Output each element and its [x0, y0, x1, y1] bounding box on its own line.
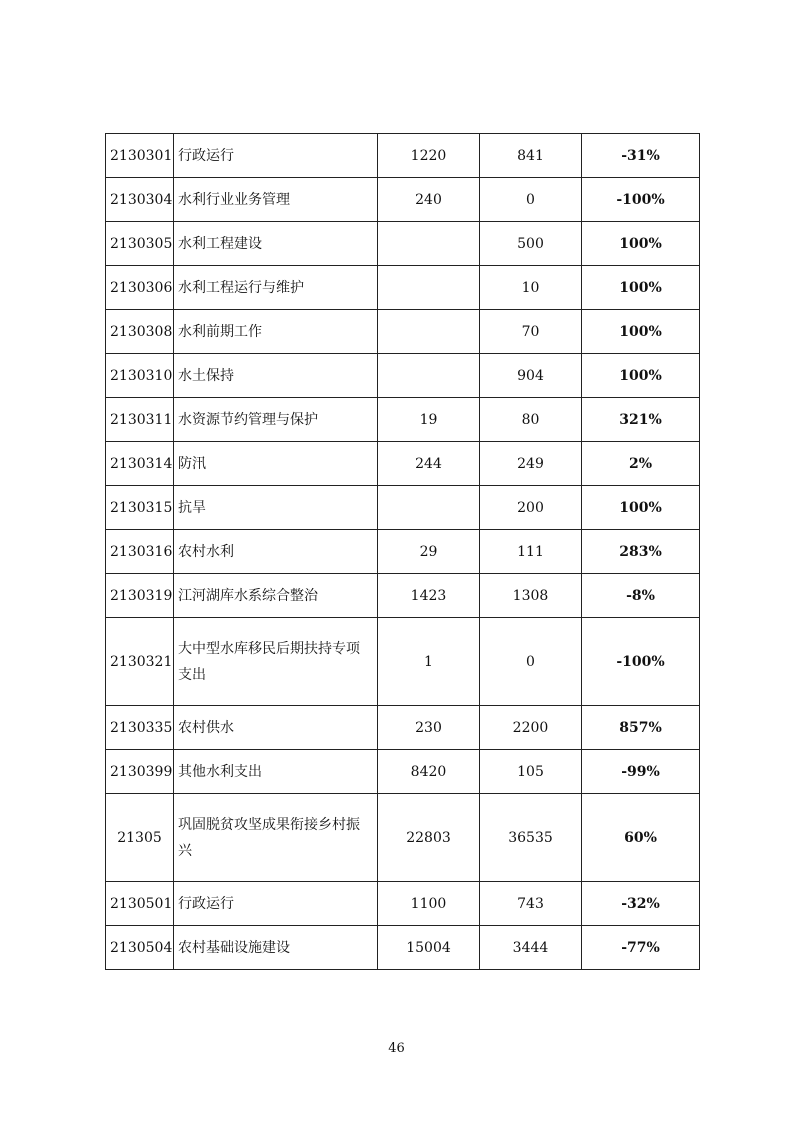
table-row: [106, 266, 700, 310]
prior-value: 244: [378, 442, 480, 486]
change-percent: 321%: [582, 398, 700, 442]
current-value: 0: [480, 618, 582, 706]
change-percent: -77%: [582, 926, 700, 970]
item-name: 巩固脱贫攻坚成果衔接乡村振兴: [174, 794, 378, 882]
item-name: 抗旱: [174, 486, 378, 530]
prior-value: 1: [378, 618, 480, 706]
item-name: 水利前期工作: [174, 310, 378, 354]
item-code: 2130399: [106, 750, 174, 794]
table-row: [106, 398, 700, 442]
current-value: 841: [480, 134, 582, 178]
item-name: 农村水利: [174, 530, 378, 574]
change-percent: 100%: [582, 222, 700, 266]
item-name: 水土保持: [174, 354, 378, 398]
item-code: 2130304: [106, 178, 174, 222]
table-row: [106, 794, 700, 882]
item-code: 2130311: [106, 398, 174, 442]
item-name: 农村基础设施建设: [174, 926, 378, 970]
item-name: 水利工程运行与维护: [174, 266, 378, 310]
item-name: 行政运行: [174, 882, 378, 926]
change-percent: -32%: [582, 882, 700, 926]
current-value: 70: [480, 310, 582, 354]
prior-value: 230: [378, 706, 480, 750]
current-value: 3444: [480, 926, 582, 970]
item-code: 2130305: [106, 222, 174, 266]
prior-value: [378, 354, 480, 398]
table-row: [106, 222, 700, 266]
current-value: 105: [480, 750, 582, 794]
item-name: 水利行业业务管理: [174, 178, 378, 222]
item-name: 防汛: [174, 442, 378, 486]
prior-value: 240: [378, 178, 480, 222]
current-value: 36535: [480, 794, 582, 882]
table-row: [106, 926, 700, 970]
change-percent: 100%: [582, 354, 700, 398]
change-percent: 100%: [582, 266, 700, 310]
item-name: 行政运行: [174, 134, 378, 178]
change-percent: 283%: [582, 530, 700, 574]
current-value: 249: [480, 442, 582, 486]
prior-value: 1220: [378, 134, 480, 178]
table-row: [106, 134, 700, 178]
item-name: 水资源节约管理与保护: [174, 398, 378, 442]
page-number: 46: [388, 1041, 405, 1056]
current-value: 2200: [480, 706, 582, 750]
item-name: 其他水利支出: [174, 750, 378, 794]
item-code: 21305: [106, 794, 174, 882]
current-value: 80: [480, 398, 582, 442]
table-row: [106, 486, 700, 530]
item-code: 2130501: [106, 882, 174, 926]
current-value: 500: [480, 222, 582, 266]
table-row: [106, 310, 700, 354]
prior-value: 15004: [378, 926, 480, 970]
item-code: 2130310: [106, 354, 174, 398]
prior-value: 8420: [378, 750, 480, 794]
change-percent: 60%: [582, 794, 700, 882]
table-row: [106, 530, 700, 574]
change-percent: 100%: [582, 310, 700, 354]
item-name: 农村供水: [174, 706, 378, 750]
item-code: 2130315: [106, 486, 174, 530]
change-percent: 2%: [582, 442, 700, 486]
item-code: 2130314: [106, 442, 174, 486]
change-percent: 857%: [582, 706, 700, 750]
item-code: 2130504: [106, 926, 174, 970]
current-value: 111: [480, 530, 582, 574]
current-value: 10: [480, 266, 582, 310]
current-value: 1308: [480, 574, 582, 618]
change-percent: 100%: [582, 486, 700, 530]
prior-value: [378, 486, 480, 530]
prior-value: [378, 310, 480, 354]
current-value: 0: [480, 178, 582, 222]
table-row: [106, 750, 700, 794]
item-code: 2130308: [106, 310, 174, 354]
item-name: 水利工程建设: [174, 222, 378, 266]
prior-value: 29: [378, 530, 480, 574]
prior-value: [378, 266, 480, 310]
item-name: 大中型水库移民后期扶持专项支出: [174, 618, 378, 706]
prior-value: 1100: [378, 882, 480, 926]
prior-value: [378, 222, 480, 266]
item-code: 2130319: [106, 574, 174, 618]
prior-value: 19: [378, 398, 480, 442]
table-row: [106, 442, 700, 486]
current-value: 904: [480, 354, 582, 398]
item-code: 2130301: [106, 134, 174, 178]
table-row: [106, 178, 700, 222]
item-code: 2130321: [106, 618, 174, 706]
change-percent: -100%: [582, 178, 700, 222]
table-row: [106, 882, 700, 926]
budget-table: [105, 133, 700, 970]
current-value: 743: [480, 882, 582, 926]
change-percent: -99%: [582, 750, 700, 794]
table-row: [106, 618, 700, 706]
item-code: 2130316: [106, 530, 174, 574]
prior-value: 22803: [378, 794, 480, 882]
change-percent: -31%: [582, 134, 700, 178]
change-percent: -8%: [582, 574, 700, 618]
table-row: [106, 574, 700, 618]
current-value: 200: [480, 486, 582, 530]
item-code: 2130335: [106, 706, 174, 750]
change-percent: -100%: [582, 618, 700, 706]
item-name: 江河湖库水系综合整治: [174, 574, 378, 618]
table-row: [106, 354, 700, 398]
item-code: 2130306: [106, 266, 174, 310]
table-row: [106, 706, 700, 750]
prior-value: 1423: [378, 574, 480, 618]
